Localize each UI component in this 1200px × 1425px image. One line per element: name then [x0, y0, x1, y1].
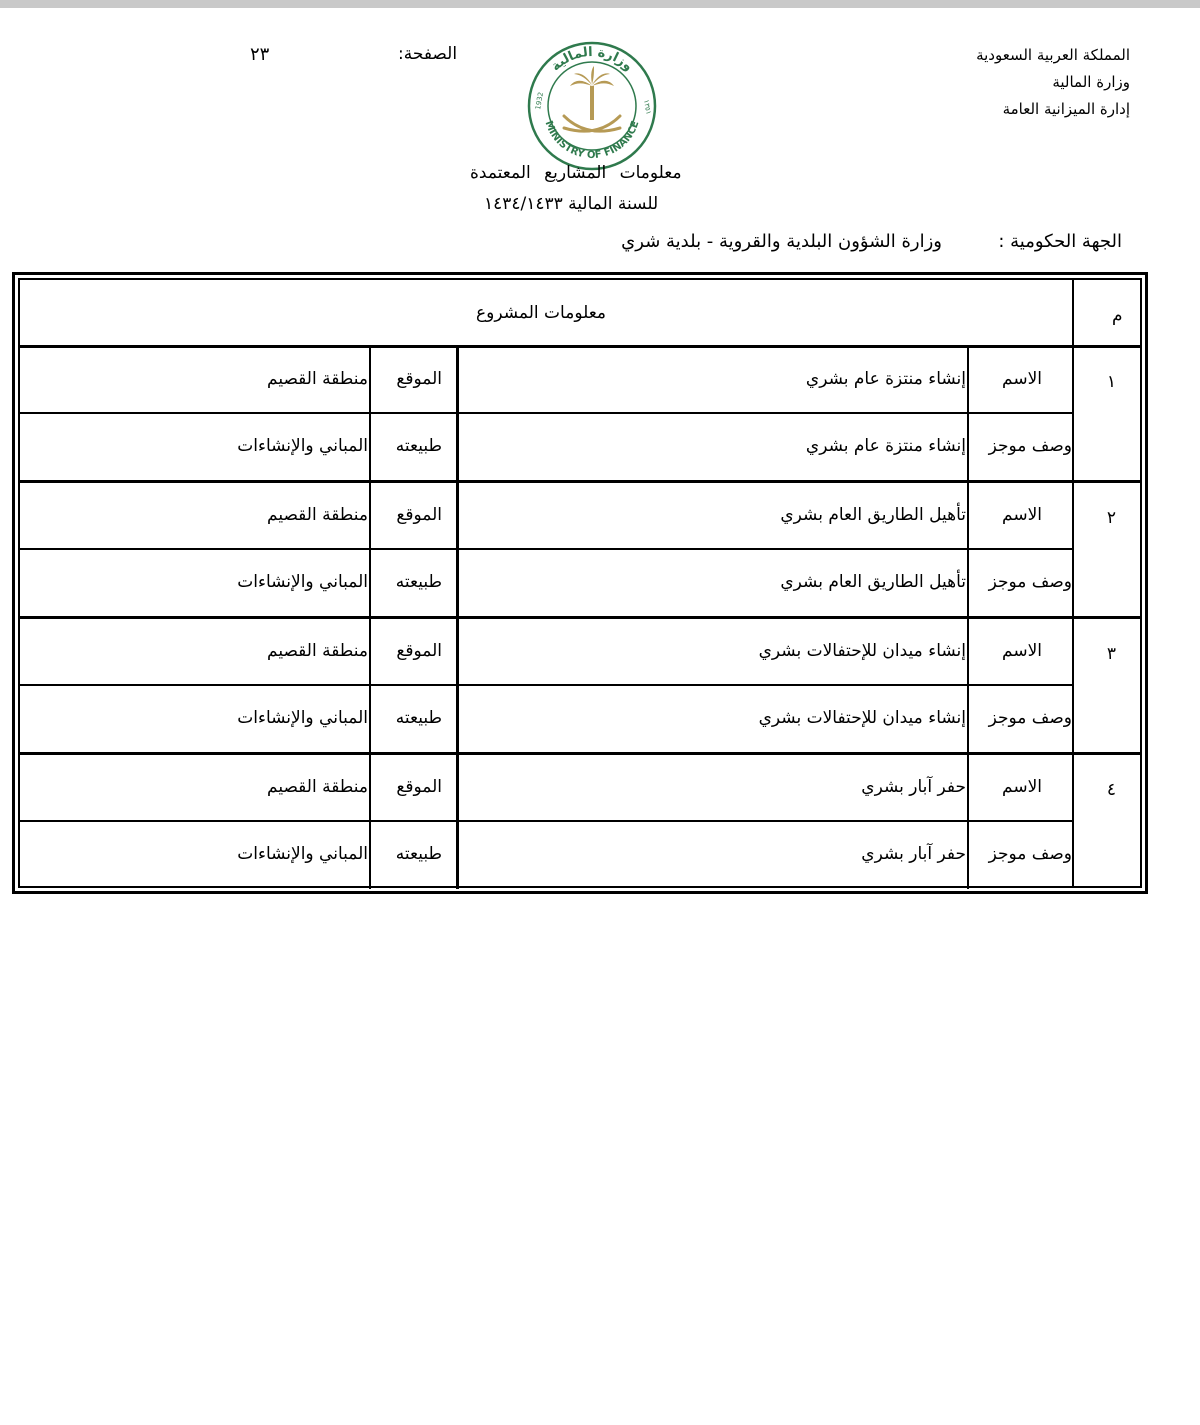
- row-1-label-divider: [967, 345, 969, 481]
- row-3-sub-separator: [18, 684, 1072, 686]
- ministry-of-finance-seal: [526, 40, 658, 172]
- seal-year-left: 1932: [534, 91, 546, 111]
- header-separator-line: [18, 345, 1142, 348]
- row-number: ٢: [1106, 508, 1116, 528]
- government-entity-value: وزارة الشؤون البلدية والقروية - بلدية شري: [621, 231, 942, 252]
- top-border-bar: [0, 0, 1200, 8]
- project-description: إنشاء ميدان للإحتفالات بشري: [758, 708, 966, 728]
- org-line-department: إدارة الميزانية العامة: [1002, 100, 1130, 118]
- row-2-right-label-divider: [369, 481, 371, 617]
- document-title: معلومات المشاريع المعتمدة: [470, 163, 682, 183]
- nature-label: طبيعته: [395, 572, 442, 592]
- government-entity-label: الجهة الحكومية :: [998, 231, 1122, 252]
- project-location: منطقة القصيم: [267, 505, 368, 525]
- number-column-divider: [1072, 278, 1074, 888]
- row-number: ٤: [1106, 780, 1116, 800]
- project-name: تأهيل الطاريق العام بشري: [780, 505, 966, 525]
- description-label: وصف موجز: [988, 844, 1072, 864]
- seal-year-right: ١٣٥١: [642, 98, 653, 116]
- row-1-separator: [18, 480, 1142, 483]
- location-label: الموقع: [396, 505, 442, 525]
- page-label: الصفحة:: [398, 44, 458, 64]
- project-description: تأهيل الطاريق العام بشري: [780, 572, 966, 592]
- project-name: إنشاء ميدان للإحتفالات بشري: [758, 641, 966, 661]
- palm-tree-icon: [570, 66, 614, 120]
- name-label: الاسم: [1002, 777, 1042, 797]
- location-label: الموقع: [396, 641, 442, 661]
- row-3-separator: [18, 752, 1142, 755]
- row-2-sub-separator: [18, 548, 1072, 550]
- number-column-header: م: [1112, 306, 1123, 326]
- row-2-separator: [18, 616, 1142, 619]
- org-line-kingdom: المملكة العربية السعودية: [976, 46, 1130, 64]
- project-location: منطقة القصيم: [267, 369, 368, 389]
- row-4-label-divider: [967, 753, 969, 889]
- project-location: منطقة القصيم: [267, 777, 368, 797]
- seal-bottom-text: MINISTRY OF FINANCE: [542, 119, 642, 162]
- row-1-right-label-divider: [369, 345, 371, 481]
- nature-label: طبيعته: [395, 844, 442, 864]
- table-inner-bottom-line: [18, 886, 1142, 888]
- row-4-right-label-divider: [369, 753, 371, 889]
- project-nature: المباني والإنشاءات: [237, 844, 368, 864]
- table-inner-left-line: [18, 278, 20, 888]
- page-number: ٢٣: [250, 44, 270, 65]
- organization-header: [976, 42, 1130, 123]
- project-name: حفر آبار بشري: [861, 777, 966, 797]
- row-1-sub-separator: [18, 412, 1072, 414]
- description-label: وصف موجز: [988, 708, 1072, 728]
- row-3-label-divider: [967, 617, 969, 753]
- row-number: ٣: [1106, 644, 1116, 664]
- row-3-right-label-divider: [369, 617, 371, 753]
- project-info-header: معلومات المشروع: [476, 303, 607, 323]
- row-4-mid-divider: [456, 753, 459, 889]
- project-description: إنشاء منتزة عام بشري: [805, 436, 966, 456]
- row-2-mid-divider: [456, 481, 459, 617]
- project-nature: المباني والإنشاءات: [237, 708, 368, 728]
- nature-label: طبيعته: [395, 708, 442, 728]
- fiscal-year-subtitle: للسنة المالية ١٤٣٤/١٤٣٣: [484, 194, 659, 214]
- org-line-ministry: وزارة المالية: [1052, 73, 1130, 91]
- table-inner-top-line: [18, 278, 1142, 280]
- row-3-mid-divider: [456, 617, 459, 753]
- project-description: حفر آبار بشري: [861, 844, 966, 864]
- location-label: الموقع: [396, 369, 442, 389]
- name-label: الاسم: [1002, 369, 1042, 389]
- name-label: الاسم: [1002, 641, 1042, 661]
- row-1-mid-divider: [456, 345, 459, 481]
- name-label: الاسم: [1002, 505, 1042, 525]
- project-nature: المباني والإنشاءات: [237, 572, 368, 592]
- nature-label: طبيعته: [395, 436, 442, 456]
- description-label: وصف موجز: [988, 572, 1072, 592]
- svg-text:MINISTRY OF FINANCE: [543, 119, 642, 161]
- row-2-label-divider: [967, 481, 969, 617]
- project-location: منطقة القصيم: [267, 641, 368, 661]
- project-nature: المباني والإنشاءات: [237, 436, 368, 456]
- seal-top-text: وزارة المالية: [548, 44, 636, 75]
- description-label: وصف موجز: [988, 436, 1072, 456]
- project-name: إنشاء منتزة عام بشري: [805, 369, 966, 389]
- row-4-sub-separator: [18, 820, 1072, 822]
- projects-table: [12, 272, 1148, 894]
- table-inner-right-line: [1140, 278, 1142, 888]
- location-label: الموقع: [396, 777, 442, 797]
- row-number: ١: [1106, 372, 1116, 392]
